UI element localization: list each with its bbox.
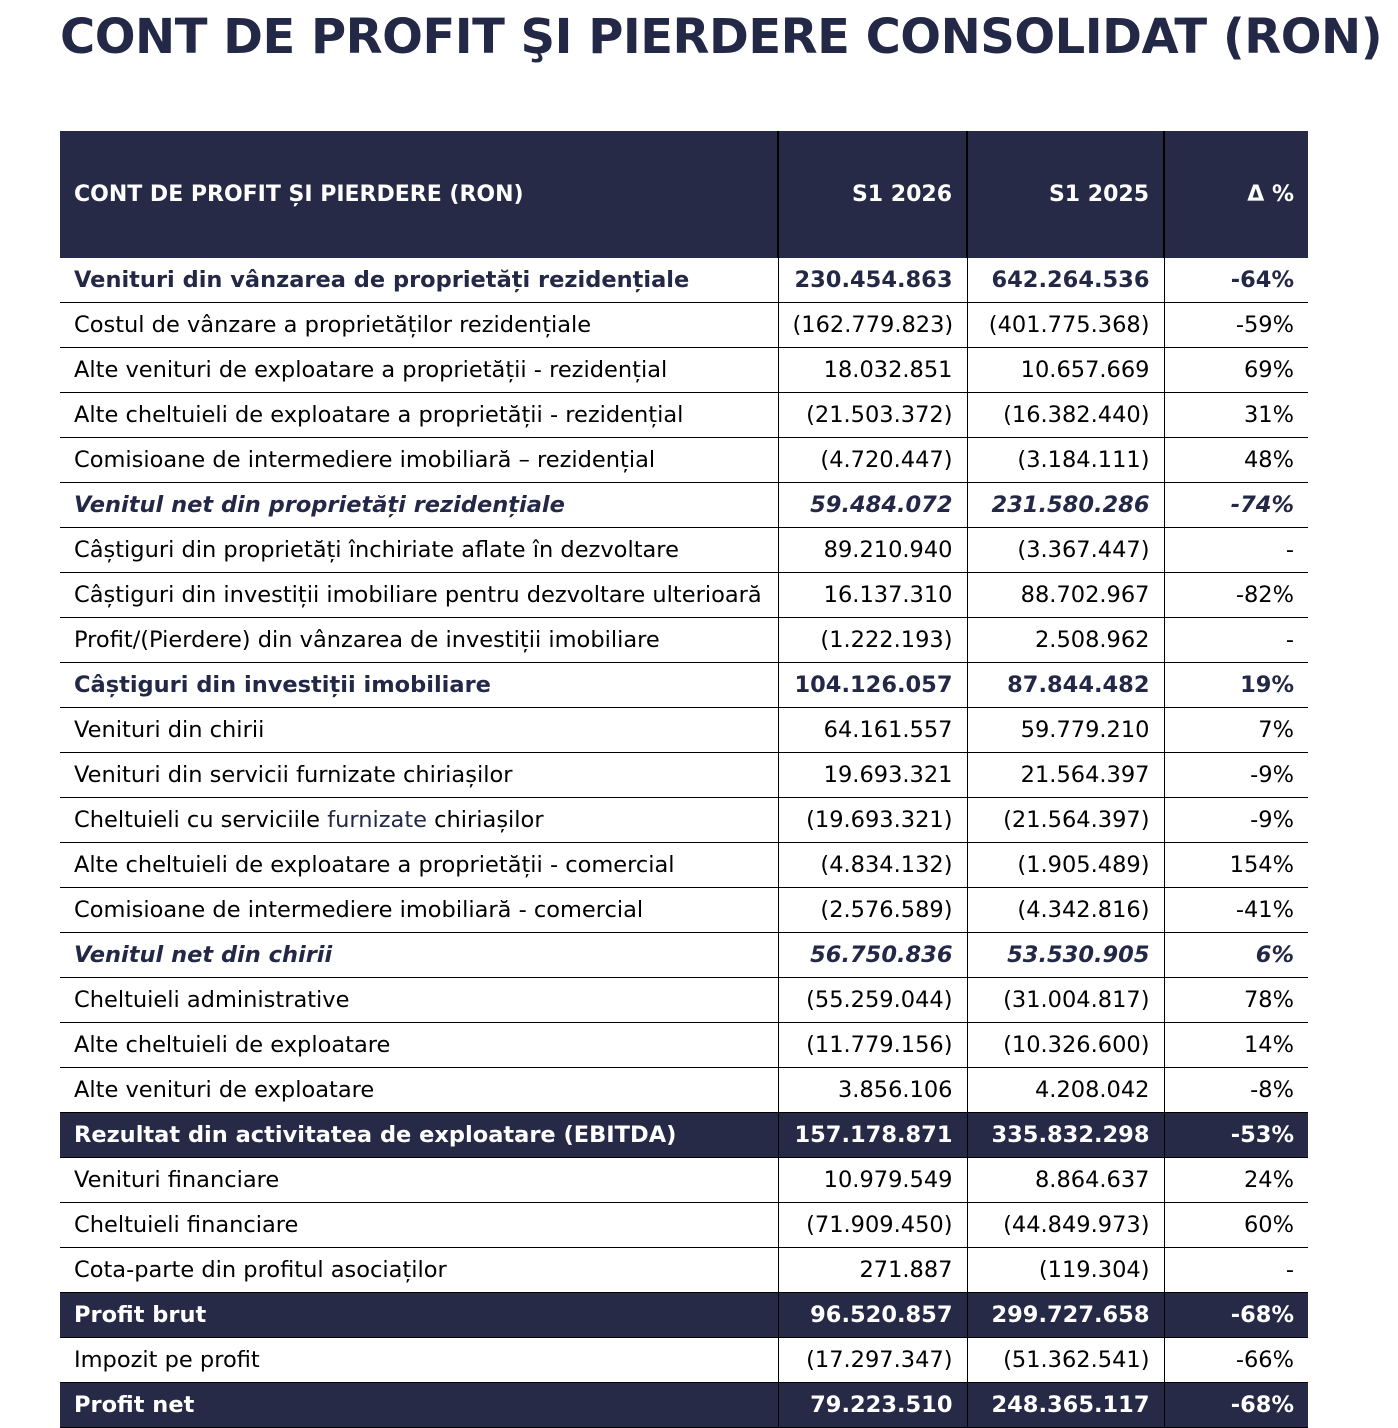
table-container [60,131,1308,1428]
value-s1-2026: (17.297.347) [778,1338,967,1383]
table-row [60,933,1308,978]
value-delta-pct: - [1164,618,1308,663]
table-row [60,618,1308,663]
table-row [60,1293,1308,1338]
value-s1-2026: (4.834.132) [778,843,967,888]
row-label-part: furnizate [327,807,427,833]
header-delta-pct: Δ % [1164,131,1308,258]
value-s1-2026: (1.222.193) [778,618,967,663]
value-s1-2025: 248.365.117 [967,1383,1164,1428]
value-s1-2026: (55.259.044) [778,978,967,1023]
row-label: Venituri din vânzarea de proprietăți rezidențiale [60,258,778,303]
row-label: Profit net [60,1383,778,1428]
row-label [60,798,778,843]
row-label: Venituri financiare [60,1158,778,1203]
table-row [60,528,1308,573]
value-s1-2025: 53.530.905 [967,933,1164,978]
value-s1-2025: (4.342.816) [967,888,1164,933]
row-label: Comisioane de intermediere imobiliară - comercial [60,888,778,933]
value-s1-2025: 231.580.286 [967,483,1164,528]
table-row [60,573,1308,618]
table-row [60,1338,1308,1383]
value-s1-2025: (21.564.397) [967,798,1164,843]
value-delta-pct: 19% [1164,663,1308,708]
row-label: Venitul net din chirii [60,933,778,978]
row-label: Profit brut [60,1293,778,1338]
page-title: CONT DE PROFIT ŞI PIERDERE CONSOLIDAT (RON) [60,9,1383,65]
header-label: CONT DE PROFIT ȘI PIERDERE (RON) [60,131,778,258]
table-row [60,798,1308,843]
table-row [60,483,1308,528]
row-label: Alte venituri de exploatare [60,1068,778,1113]
row-label: Alte cheltuieli de exploatare a proprietății - rezidențial [60,393,778,438]
table-row [60,663,1308,708]
value-delta-pct: 69% [1164,348,1308,393]
row-label: Rezultat din activitatea de exploatare (EBITDA) [60,1113,778,1158]
table-row [60,708,1308,753]
row-label: Venituri din servicii furnizate chiriașilor [60,753,778,798]
row-label: Cota-parte din profitul asociaților [60,1248,778,1293]
header-s1-2025: S1 2025 [967,131,1164,258]
value-delta-pct: - [1164,528,1308,573]
table-row [60,438,1308,483]
value-delta-pct: -9% [1164,798,1308,843]
value-s1-2026: (4.720.447) [778,438,967,483]
value-s1-2026: 64.161.557 [778,708,967,753]
table-row [60,978,1308,1023]
value-s1-2026: (162.779.823) [778,303,967,348]
value-s1-2025: 88.702.967 [967,573,1164,618]
value-s1-2025: (1.905.489) [967,843,1164,888]
value-delta-pct: 31% [1164,393,1308,438]
value-delta-pct: 48% [1164,438,1308,483]
value-s1-2025: 642.264.536 [967,258,1164,303]
table-row [60,888,1308,933]
table-row [60,1158,1308,1203]
row-label: Profit/(Pierdere) din vânzarea de investiții imobiliare [60,618,778,663]
value-delta-pct: -68% [1164,1383,1308,1428]
value-delta-pct: -8% [1164,1068,1308,1113]
row-label: Costul de vânzare a proprietăților rezidențiale [60,303,778,348]
value-delta-pct: 7% [1164,708,1308,753]
value-s1-2026: 96.520.857 [778,1293,967,1338]
value-s1-2025: 299.727.658 [967,1293,1164,1338]
table-row [60,753,1308,798]
row-label: Alte cheltuieli de exploatare [60,1023,778,1068]
value-delta-pct: -64% [1164,258,1308,303]
header-s1-2026: S1 2026 [778,131,967,258]
table-row [60,843,1308,888]
row-label: Câștiguri din investiții imobiliare pentru dezvoltare ulterioară [60,573,778,618]
row-label: Venitul net din proprietăți rezidențiale [60,483,778,528]
table-row [60,1068,1308,1113]
value-s1-2026: 79.223.510 [778,1383,967,1428]
table-row [60,1113,1308,1158]
value-s1-2025: 4.208.042 [967,1068,1164,1113]
table-row [60,348,1308,393]
value-s1-2025: (401.775.368) [967,303,1164,348]
value-s1-2026: 230.454.863 [778,258,967,303]
row-label: Câștiguri din proprietăți închiriate aflate în dezvoltare [60,528,778,573]
value-delta-pct: -53% [1164,1113,1308,1158]
header-row [60,131,1308,258]
table-row [60,258,1308,303]
value-s1-2025: 2.508.962 [967,618,1164,663]
value-s1-2025: (44.849.973) [967,1203,1164,1248]
value-delta-pct: -66% [1164,1338,1308,1383]
row-label: Venituri din chirii [60,708,778,753]
table-row [60,1383,1308,1428]
profit-loss-table [60,131,1308,1428]
value-s1-2025: 21.564.397 [967,753,1164,798]
value-s1-2026: 104.126.057 [778,663,967,708]
value-s1-2025: (10.326.600) [967,1023,1164,1068]
value-delta-pct: 14% [1164,1023,1308,1068]
value-delta-pct: -74% [1164,483,1308,528]
value-s1-2025: (51.362.541) [967,1338,1164,1383]
value-s1-2026: (19.693.321) [778,798,967,843]
row-label: Cheltuieli administrative [60,978,778,1023]
table-row [60,1248,1308,1293]
value-delta-pct: -82% [1164,573,1308,618]
row-label: Comisioane de intermediere imobiliară – rezidențial [60,438,778,483]
value-s1-2025: (31.004.817) [967,978,1164,1023]
value-delta-pct: 154% [1164,843,1308,888]
value-delta-pct: -41% [1164,888,1308,933]
table-row [60,303,1308,348]
row-label: Alte cheltuieli de exploatare a proprietății - comercial [60,843,778,888]
value-delta-pct: 78% [1164,978,1308,1023]
value-s1-2026: 56.750.836 [778,933,967,978]
row-label: Câștiguri din investiții imobiliare [60,663,778,708]
value-s1-2026: 18.032.851 [778,348,967,393]
row-label: Impozit pe profit [60,1338,778,1383]
value-s1-2025: (16.382.440) [967,393,1164,438]
value-s1-2026: 3.856.106 [778,1068,967,1113]
value-s1-2026: (2.576.589) [778,888,967,933]
value-delta-pct: -68% [1164,1293,1308,1338]
row-label: Cheltuieli financiare [60,1203,778,1248]
table-header [60,131,1308,258]
table-row [60,1203,1308,1248]
value-s1-2026: 271.887 [778,1248,967,1293]
value-s1-2025: (3.367.447) [967,528,1164,573]
value-s1-2025: 8.864.637 [967,1158,1164,1203]
value-delta-pct: -59% [1164,303,1308,348]
value-s1-2026: 10.979.549 [778,1158,967,1203]
row-label-part: chiriașilor [427,807,544,833]
table-body [60,258,1308,1428]
value-s1-2026: 19.693.321 [778,753,967,798]
value-s1-2026: 59.484.072 [778,483,967,528]
value-delta-pct: 60% [1164,1203,1308,1248]
value-delta-pct: 6% [1164,933,1308,978]
table-row [60,1023,1308,1068]
value-delta-pct: -9% [1164,753,1308,798]
table-row [60,393,1308,438]
value-delta-pct: - [1164,1248,1308,1293]
value-s1-2025: 87.844.482 [967,663,1164,708]
row-label-part: Cheltuieli cu serviciile [74,807,328,833]
value-delta-pct: 24% [1164,1158,1308,1203]
value-s1-2026: (21.503.372) [778,393,967,438]
value-s1-2026: 89.210.940 [778,528,967,573]
value-s1-2025: (119.304) [967,1248,1164,1293]
row-label: Alte venituri de exploatare a proprietății - rezidențial [60,348,778,393]
value-s1-2026: (11.779.156) [778,1023,967,1068]
value-s1-2025: 59.779.210 [967,708,1164,753]
value-s1-2025: 10.657.669 [967,348,1164,393]
value-s1-2026: (71.909.450) [778,1203,967,1248]
value-s1-2025: 335.832.298 [967,1113,1164,1158]
value-s1-2026: 16.137.310 [778,573,967,618]
value-s1-2025: (3.184.111) [967,438,1164,483]
value-s1-2026: 157.178.871 [778,1113,967,1158]
